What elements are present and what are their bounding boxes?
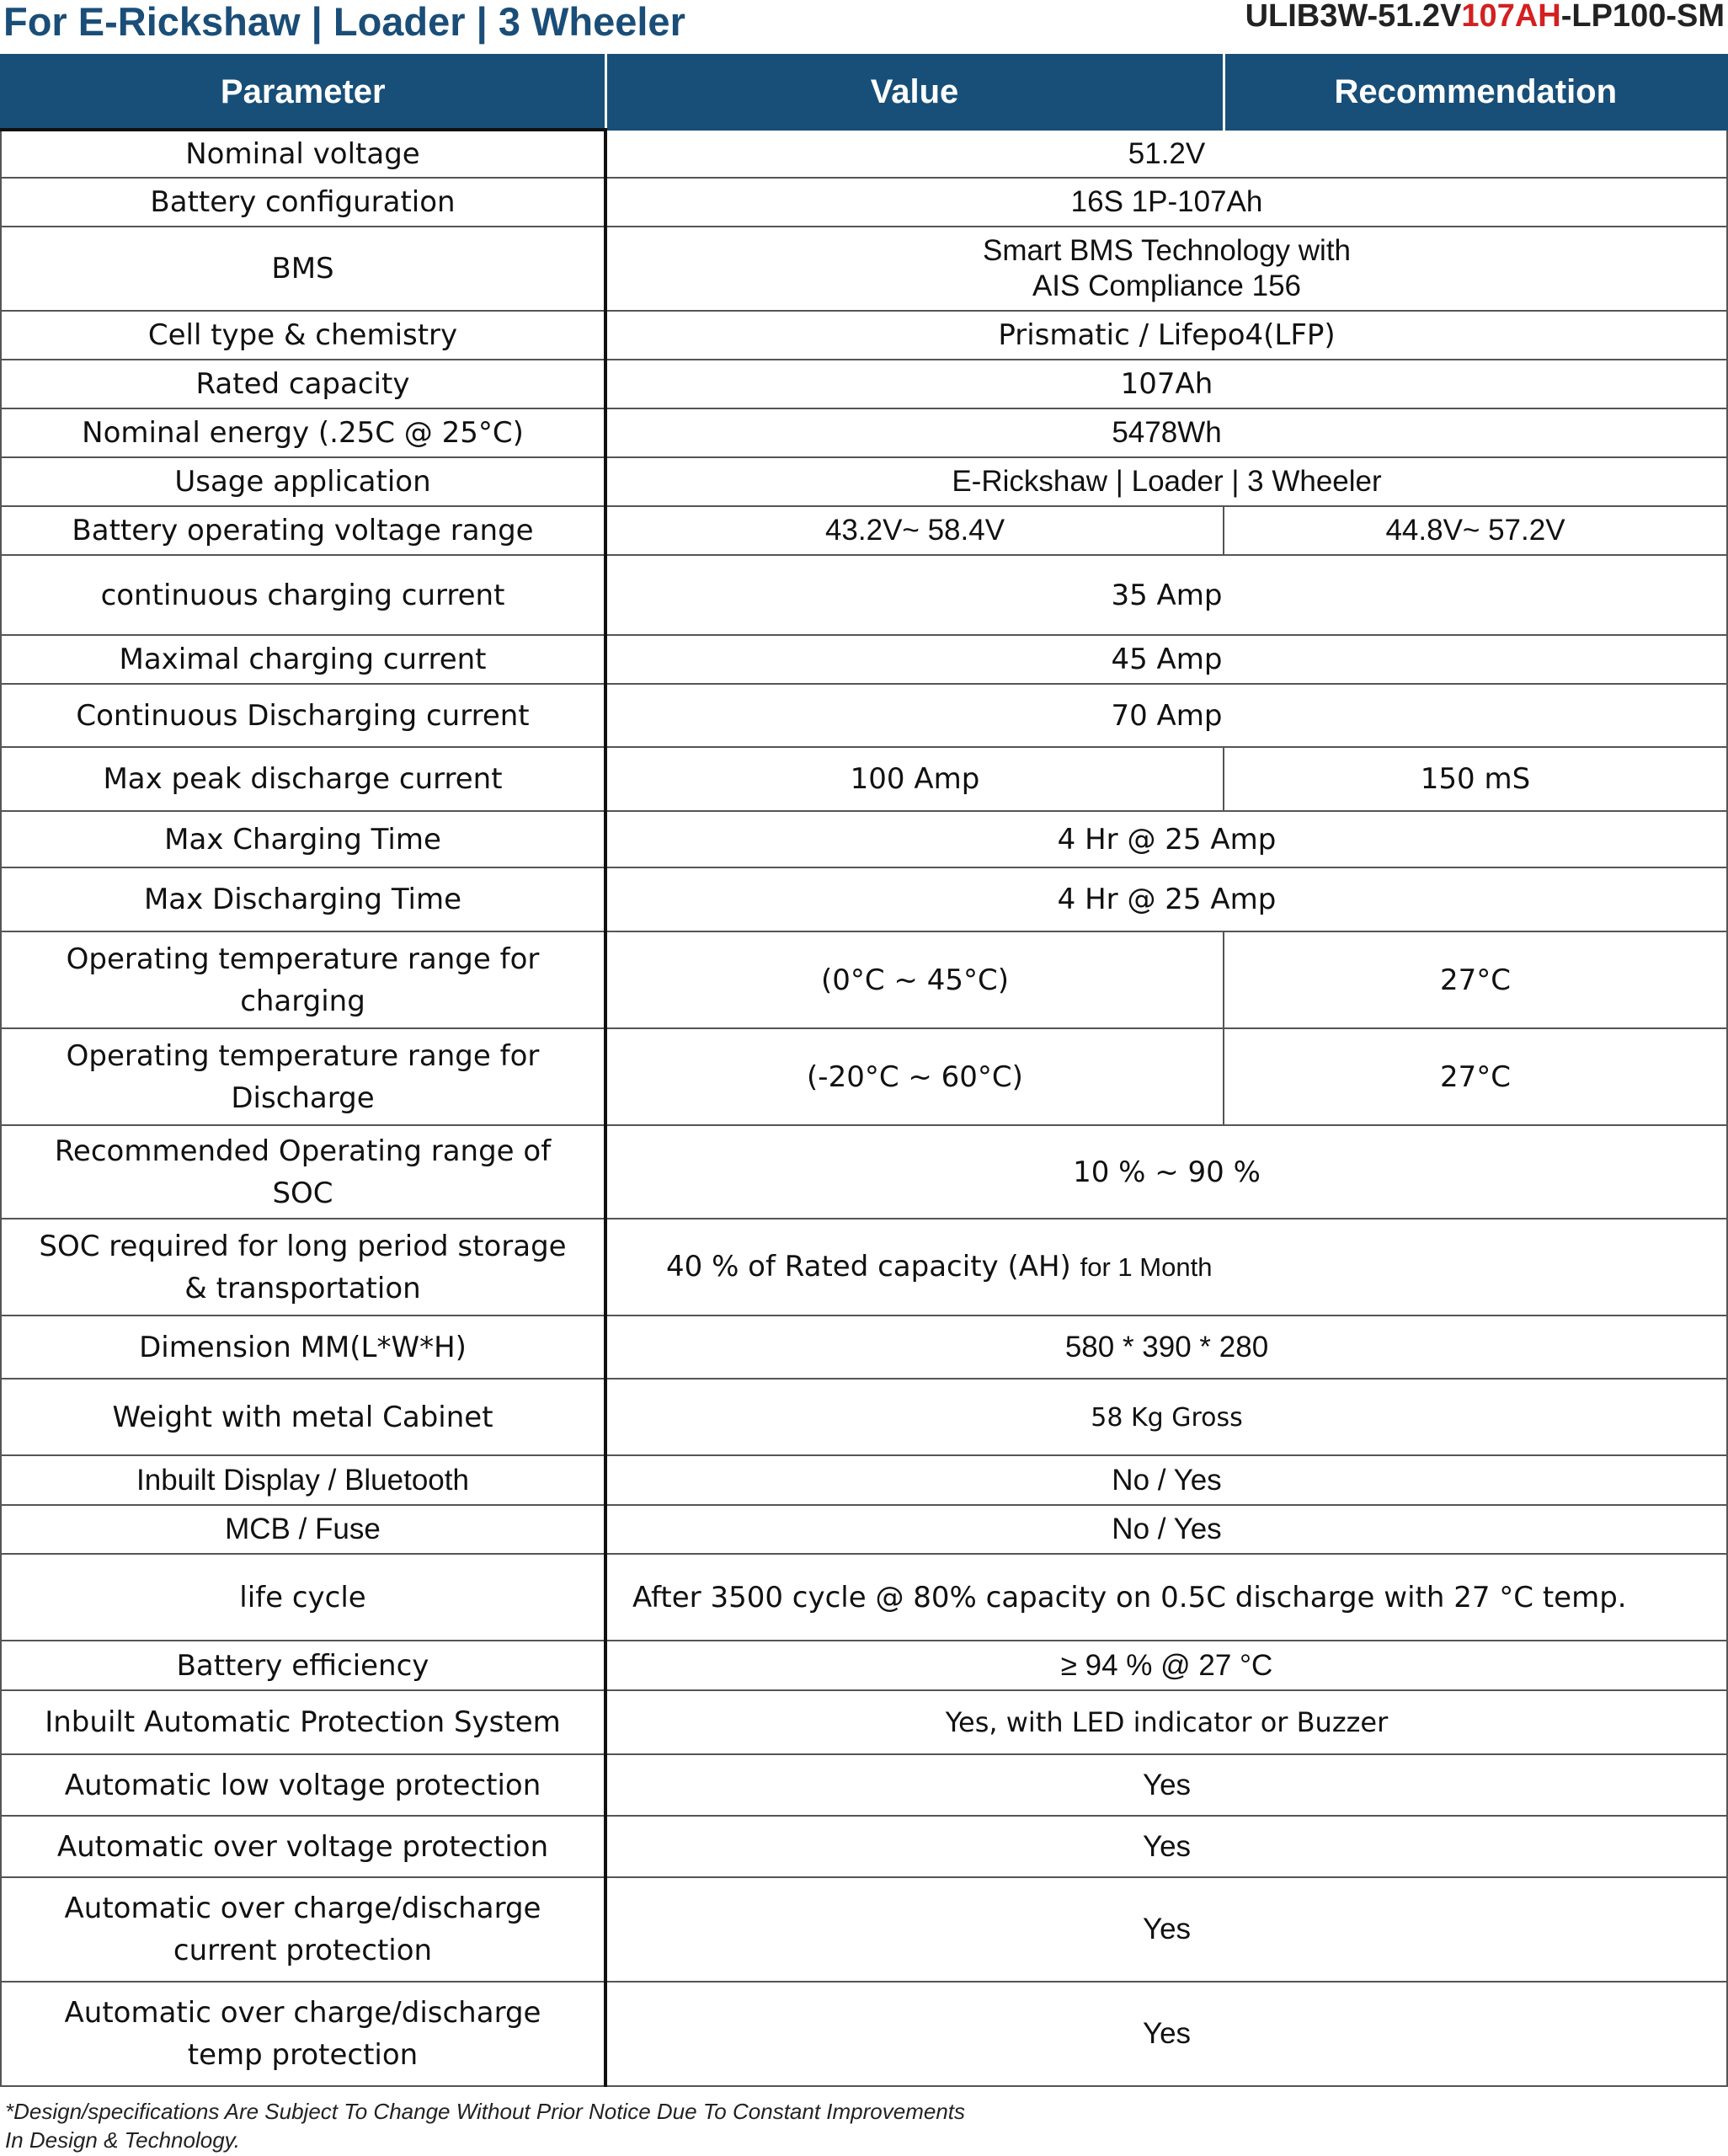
value-cell <box>605 1125 1727 1219</box>
table-row <box>1 684 1727 747</box>
value-cell <box>605 1219 1727 1315</box>
footnote-line: In Design & Technology. <box>5 2127 240 2153</box>
value-cell: 43.2V~ 58.4V <box>605 506 1224 555</box>
table-row <box>1 1379 1727 1455</box>
param-line: Automatic over charge/discharge <box>64 1892 541 1925</box>
param-cell: Battery efficiency <box>1 1641 605 1690</box>
table-header-row <box>1 55 1727 130</box>
recommendation-cell: 150 mS <box>1224 747 1727 811</box>
param-cell: Automatic low voltage protection <box>1 1754 605 1816</box>
value-cell <box>605 635 1727 684</box>
value-text: 35 Amp <box>1111 578 1223 612</box>
param-cell: Continuous Discharging current <box>1 684 605 747</box>
param-line: Discharge <box>231 1081 375 1115</box>
table-row <box>1 178 1727 227</box>
value-cell <box>605 408 1727 457</box>
param-cell <box>1 1219 605 1315</box>
value-text: 51.2V <box>1128 136 1206 170</box>
value-cell <box>605 1754 1727 1816</box>
param-line: temp protection <box>187 2038 419 2072</box>
table-row <box>1 130 1727 178</box>
param-cell: Battery operating voltage range <box>1 506 605 555</box>
recommendation-cell: 27°C <box>1224 931 1727 1028</box>
model-number <box>1245 0 1725 34</box>
value-cell <box>605 360 1727 408</box>
param-cell <box>1 1982 605 2086</box>
param-cell: Nominal energy (.25C @ 25°C) <box>1 408 605 457</box>
param-cell <box>1 931 605 1028</box>
param-cell: Inbuilt Display / Bluetooth <box>1 1455 605 1505</box>
value-cell <box>605 130 1727 178</box>
value-text: No / Yes <box>1112 1513 1222 1545</box>
value-cell <box>605 1690 1727 1754</box>
table-row <box>1 811 1727 867</box>
value-text: Yes, with LED indicator or Buzzer <box>945 1706 1389 1738</box>
value-text: After 3500 cycle @ 80% capacity on 0.5C discharge with 27 °C temp. <box>632 1580 1627 1614</box>
value-text: No / Yes <box>1112 1463 1222 1497</box>
value-text: Prismatic / Lifepo4(LFP) <box>998 318 1336 352</box>
table-row <box>1 1219 1727 1315</box>
param-cell: Nominal voltage <box>1 130 605 178</box>
value-cell: (-20°C ~ 60°C) <box>605 1028 1224 1125</box>
param-line: & transportation <box>184 1271 421 1305</box>
value-text: Yes <box>1142 1768 1192 1801</box>
model-capacity-highlight: 107AH <box>1461 0 1561 34</box>
param-cell: Cell type & chemistry <box>1 311 605 360</box>
table-row <box>1 227 1727 311</box>
table-row <box>1 1554 1727 1641</box>
value-cell: (0°C ~ 45°C) <box>605 931 1224 1028</box>
table-row <box>1 1690 1727 1754</box>
value-cell <box>605 1816 1727 1877</box>
table-row <box>1 1641 1727 1690</box>
model-prefix: ULIB3W-51.2V <box>1245 0 1462 34</box>
value-cell <box>605 311 1727 360</box>
recommendation-cell: 44.8V~ 57.2V <box>1224 506 1727 555</box>
page-title: For E-Rickshaw | Loader | 3 Wheeler <box>3 0 685 44</box>
table-row <box>1 635 1727 684</box>
table-row <box>1 1028 1727 1125</box>
table-row <box>1 1125 1727 1219</box>
param-line: SOC required for long period storage <box>39 1229 567 1263</box>
value-cell <box>605 684 1727 747</box>
model-suffix: -LP100-SM <box>1560 0 1725 34</box>
value-cell <box>605 1379 1727 1455</box>
value-text: 107Ah <box>1120 367 1213 401</box>
table-row <box>1 1816 1727 1877</box>
value-text: 45 Amp <box>1111 643 1223 676</box>
footnote <box>5 2097 1016 2154</box>
param-cell: BMS <box>1 227 605 311</box>
param-line: current protection <box>173 1934 433 1967</box>
value-cell <box>605 1455 1727 1505</box>
column-header-parameter: Parameter <box>1 55 605 130</box>
param-line: Operating temperature range for <box>66 942 540 976</box>
param-cell: MCB / Fuse <box>1 1505 605 1554</box>
param-line: SOC <box>272 1176 333 1210</box>
value-text: Yes <box>1142 2017 1192 2050</box>
param-cell: Maximal charging current <box>1 635 605 684</box>
table-row <box>1 360 1727 408</box>
param-line: Operating temperature range for <box>66 1038 540 1073</box>
value-text: Yes <box>1142 1829 1192 1863</box>
param-cell: life cycle <box>1 1554 605 1641</box>
param-cell: Automatic over voltage protection <box>1 1816 605 1877</box>
value-cell <box>605 1554 1727 1641</box>
value-text: Yes <box>1142 1913 1192 1945</box>
value-line: Smart BMS Technology with <box>982 234 1352 267</box>
value-text: 580 * 390 * 280 <box>1064 1330 1269 1364</box>
table-row <box>1 457 1727 506</box>
table-row <box>1 311 1727 360</box>
param-cell: Max Charging Time <box>1 811 605 867</box>
param-cell: Max Discharging Time <box>1 867 605 931</box>
value-line: AIS Compliance 156 <box>1032 270 1302 302</box>
value-text: 58 Kg Gross <box>1091 1402 1243 1433</box>
value-cell <box>605 1505 1727 1554</box>
param-cell: Weight with metal Cabinet <box>1 1379 605 1455</box>
table-row <box>1 867 1727 931</box>
param-cell: Rated capacity <box>1 360 605 408</box>
value-text: 70 Amp <box>1111 698 1223 733</box>
value-cell: 100 Amp <box>605 747 1224 811</box>
table-row <box>1 1315 1727 1379</box>
table-row <box>1 931 1727 1028</box>
value-text: 10 % ~ 90 % <box>1073 1155 1261 1189</box>
table-row <box>1 555 1727 635</box>
value-cell <box>605 867 1727 931</box>
value-cell <box>605 811 1727 867</box>
param-cell <box>1 1028 605 1125</box>
param-line: Recommended Operating range of <box>54 1134 552 1168</box>
value-cell <box>605 555 1727 635</box>
footnote-line: *Design/specifications Are Subject To Change Without Prior Notice Due To Constant Improvements <box>5 2099 966 2124</box>
param-cell: Max peak discharge current <box>1 747 605 811</box>
table-row <box>1 506 1727 555</box>
param-line: charging <box>240 984 365 1018</box>
value-cell <box>605 1877 1727 1982</box>
value-suffix: for 1 Month <box>1080 1252 1213 1282</box>
value-text: 5478Wh <box>1112 416 1222 449</box>
value-cell <box>605 457 1727 506</box>
value-cell <box>605 1641 1727 1690</box>
table-row <box>1 1455 1727 1505</box>
param-cell: Dimension MM(L*W*H) <box>1 1315 605 1379</box>
value-text: 40 % of Rated capacity (AH) <box>666 1250 1071 1283</box>
table-row <box>1 1877 1727 1982</box>
param-cell: continuous charging current <box>1 555 605 635</box>
value-cell <box>605 1982 1727 2086</box>
spec-table <box>0 54 1728 2087</box>
value-text: ≥ 94 % @ 27 °C <box>1060 1648 1273 1682</box>
column-header-recommendation: Recommendation <box>1224 55 1727 130</box>
value-cell <box>605 1315 1727 1379</box>
table-row <box>1 1982 1727 2086</box>
param-cell: Usage application <box>1 457 605 506</box>
value-text: E-Rickshaw | Loader | 3 Wheeler <box>952 465 1382 498</box>
value-cell <box>605 178 1727 227</box>
value-text: 4 Hr @ 25 Amp <box>1057 822 1277 857</box>
param-cell: Inbuilt Automatic Protection System <box>1 1690 605 1754</box>
table-row <box>1 408 1727 457</box>
param-cell <box>1 1877 605 1982</box>
param-line: Automatic over charge/discharge <box>64 1996 541 2030</box>
table-row <box>1 1754 1727 1816</box>
table-row <box>1 1505 1727 1554</box>
param-cell: Battery configuration <box>1 178 605 227</box>
column-header-value: Value <box>605 55 1224 130</box>
value-text: 16S 1P-107Ah <box>1070 185 1263 218</box>
value-text: 4 Hr @ 25 Amp <box>1057 883 1277 916</box>
value-cell <box>605 227 1727 311</box>
param-cell <box>1 1125 605 1219</box>
recommendation-cell: 27°C <box>1224 1028 1727 1125</box>
table-row <box>1 747 1727 811</box>
